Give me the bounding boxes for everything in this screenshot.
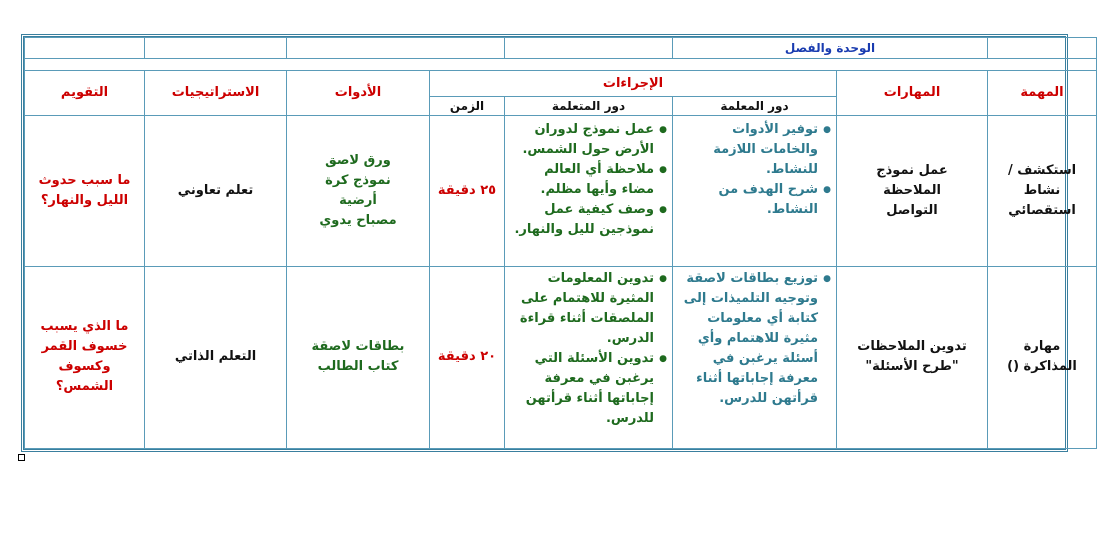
student-role-cell [505,266,673,448]
unit-label: الوحدة والفصل [673,38,988,59]
col-header-strategies: الاستراتيجيات [145,70,287,115]
task-line: المذاكرة () [1007,359,1077,375]
evaluation-cell [25,266,145,448]
skill-line: عمل نموذج [876,162,948,178]
tool-line: كتاب الطالب [317,359,399,375]
lesson-plan-table [24,37,1097,449]
task-cell [988,115,1097,266]
tool-line: ورق لاصق [325,152,391,168]
student-role-cell [505,115,673,266]
col-header-tools: الأدوات [287,70,430,115]
col-header-time: الزمن [430,97,505,115]
evaluation-line: الليل والنهار؟ [40,192,129,208]
time-cell: ٢٥ دقيقة [430,115,505,266]
evaluation-line: خسوف القمر [41,339,128,355]
skill-line: تدوين الملاحظات [857,339,967,355]
task-cell [988,266,1097,448]
tool-line: بطاقات لاصقة [311,339,405,355]
evaluation-line: وكسوف الشمس؟ [55,359,114,395]
spacer-row [25,59,1097,70]
col-header-evaluation: التقويم [25,70,145,115]
task-line: استكشف / [1007,162,1077,178]
table-resize-handle[interactable] [18,454,25,461]
skills-cell [837,266,988,448]
skill-line: الملاحظة [883,182,941,198]
col-header-teacher-role: دور المعلمة [673,97,837,115]
tools-cell [287,266,430,448]
unit-blank-4 [145,38,287,59]
student-role-item: ● ملاحظة أي العالم مضاء وأيها مظلم. [509,160,656,200]
header-row-1 [25,70,1097,97]
student-role-item: ● عمل نموذج لدوران الأرض حول الشمس. [509,120,656,160]
table-row [25,115,1097,266]
tool-line: مصباح يدوي [319,212,397,228]
skill-line: التواصل [886,202,938,218]
student-role-item: ● تدوين الأسئلة التي يرغبن في معرفة إجاباتها أثناء قرأتهن للدرس. [509,349,656,429]
student-role-item: ● تدوين المعلومات المثيرة للاهتمام على الملصقات أثناء قراءة الدرس. [509,269,656,349]
evaluation-line: ما الذي يسبب [40,319,129,335]
col-header-task: المهمة [988,70,1097,115]
table-row [25,266,1097,448]
task-line: نشاط [1023,182,1061,198]
tools-cell [287,115,430,266]
lesson-plan-table-frame [21,34,1077,452]
teacher-role-cell [673,266,837,448]
teacher-role-item: ● توفير الأدوات والخامات اللازمة للنشاط. [677,120,820,180]
task-line: استقصائي [1008,202,1076,218]
strategy-cell: تعلم تعاوني [145,115,287,266]
tool-line: أرضية [339,192,377,208]
col-header-skills: المهارات [837,70,988,115]
col-header-student-role: دور المتعلمة [505,97,673,115]
strategy-cell: التعلم الذاتي [145,266,287,448]
tool-line: نموذج كرة [325,172,391,188]
col-header-procedures: الإجراءات [430,70,837,97]
unit-blank-1 [988,38,1097,59]
unit-blank-2 [505,38,673,59]
time-cell: ٢٠ دقيقة [430,266,505,448]
unit-blank-3 [287,38,505,59]
student-role-item: ● وصف كيفية عمل نموذجين لليل والنهار. [509,200,656,240]
task-line: مهارة [1023,339,1061,355]
skill-line: "طرح الأسئلة" [865,359,959,375]
spacer-cell [25,59,1097,70]
evaluation-line: ما سبب حدوث [38,172,131,188]
evaluation-cell [25,115,145,266]
skills-cell [837,115,988,266]
teacher-role-item: ● توزيع بطاقات لاصقة وتوجيه التلميذات إلى كتابة أي معلومات مثيرة للاهتمام وأي أسئلة يرغبن في معرفة إجاباتها أثناء قرأتهن للدرس. [677,269,820,409]
unit-row [25,38,1097,59]
teacher-role-item: ● شرح الهدف من النشاط. [677,180,820,220]
teacher-role-cell [673,115,837,266]
unit-blank-5 [25,38,145,59]
